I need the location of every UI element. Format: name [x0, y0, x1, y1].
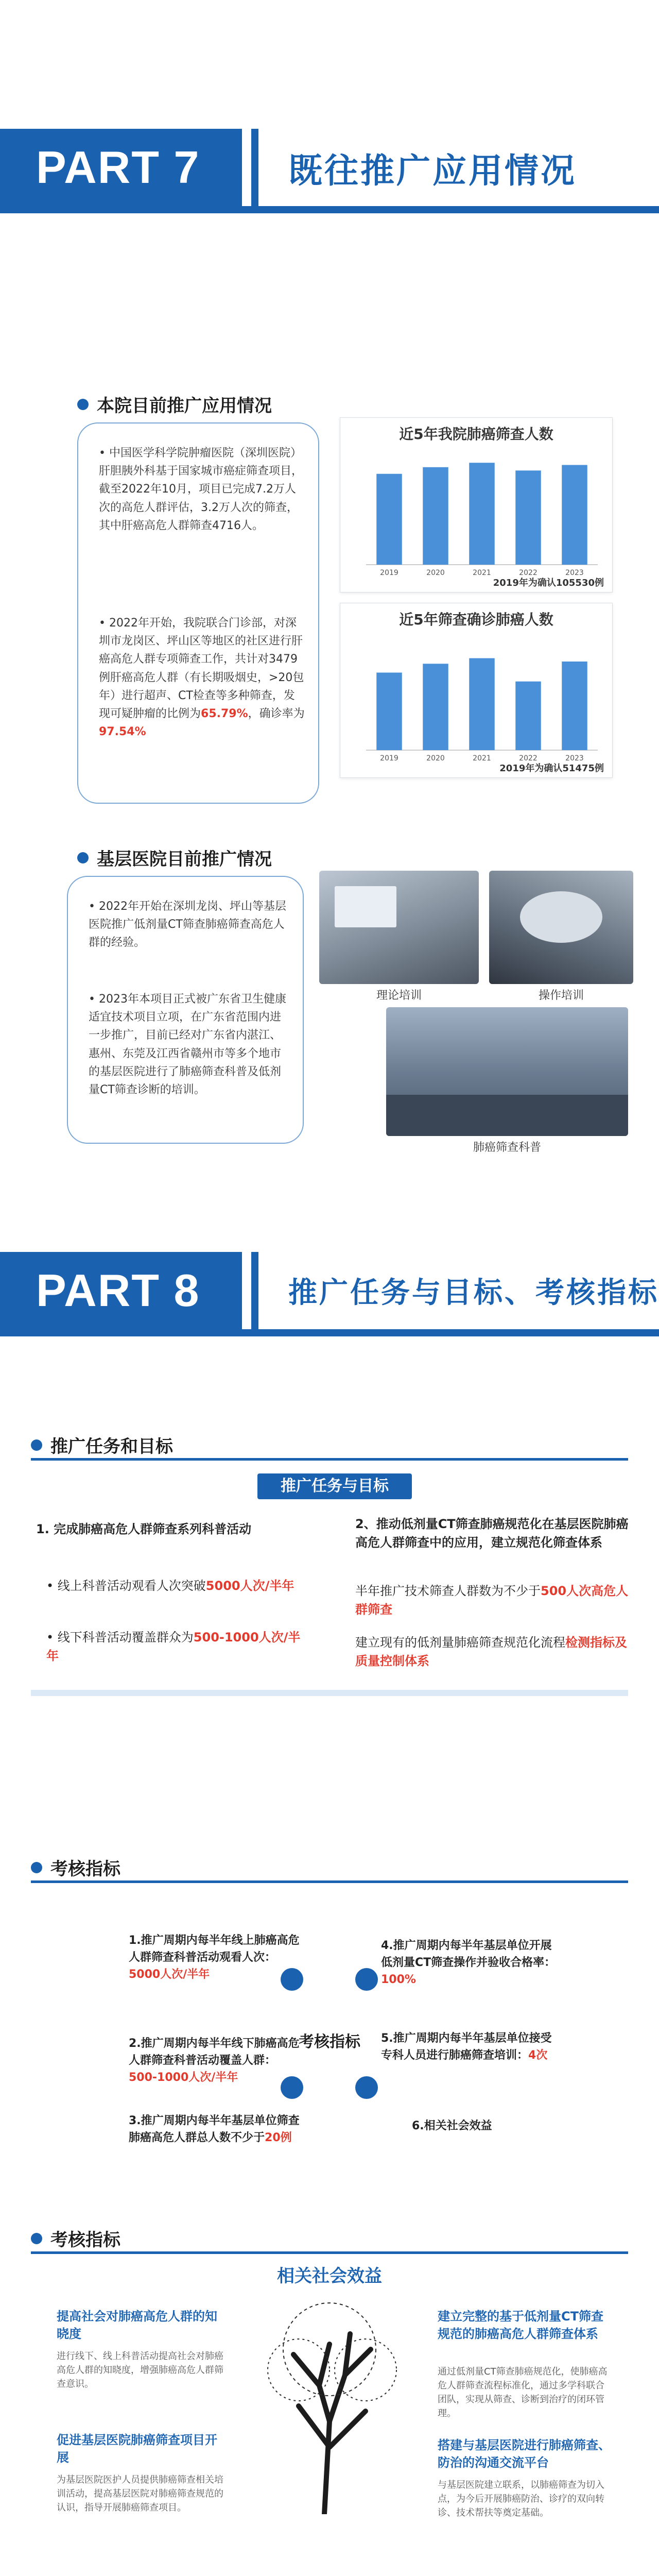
part7-sec1-textbox — [77, 422, 319, 804]
goal-divider — [31, 1690, 628, 1696]
kpi2-text: 2.推广周期内每半年线下肺癌高危人群筛查科普活动覆盖人群： — [129, 2037, 300, 2067]
part7-sec2-para-a — [89, 897, 289, 952]
chart1-bar — [423, 467, 448, 565]
kpi-center-label: 考核指标 — [299, 2033, 360, 2051]
bullet-icon — [77, 852, 89, 863]
part8-banner — [0, 1252, 659, 1329]
part7-sec2-text-a: 2022年开始在深圳龙岗、坪山等基层医院推广低剂量CT筛查肺癌筛查高危人群的经验。 — [89, 900, 286, 950]
kpi1 — [129, 1932, 304, 1983]
chart2-bar — [562, 662, 587, 750]
equipment-shape — [520, 891, 602, 943]
goal2-b-hl: 检测指标及质量控制体系 — [355, 1635, 627, 1668]
part7-strip — [0, 206, 659, 213]
bullet-icon — [31, 2233, 42, 2244]
part7-sec1-heading — [77, 392, 272, 417]
chart2-bar — [515, 682, 541, 750]
chart1-tick-label: 2021 — [473, 569, 491, 577]
kpi-chip-2 — [355, 1968, 378, 1991]
part7-title: 既往推广应用情况 — [288, 150, 577, 191]
benefit1-title: 提高社会对肺癌高危人群的知晓度 — [57, 2309, 217, 2341]
goal1-a: • 线上科普活动观看人次突破5000人次/半年 — [46, 1579, 294, 1593]
part8-sec2-title: 考核指标 — [50, 1859, 120, 1879]
goal2-a-hl: 500人次高危人群筛查 — [355, 1584, 629, 1617]
part8-sec1-heading — [31, 1432, 173, 1458]
kpi5-text: 5.推广周期内每半年基层单位接受专科人员进行肺癌筛查培训： — [381, 2032, 552, 2062]
part7-divider — [251, 129, 258, 206]
training-photo-operation — [489, 871, 633, 984]
screen-shape — [335, 886, 396, 927]
goal1-b-hl: 500-1000人次/半年 — [46, 1630, 301, 1663]
goal1-title: 1. 完成肺癌高危人群筛查系列科普活动 — [36, 1522, 252, 1536]
goal2-a — [355, 1582, 633, 1619]
kpi3-text: 3.推广周期内每半年基层单位筛查肺癌高危人群总人数不少于 — [129, 2114, 300, 2144]
part8-strip — [0, 1329, 659, 1336]
kpi6: 6.相关社会效益 — [412, 2120, 492, 2132]
chart2-tick-label: 2022 — [519, 754, 537, 762]
part7-sec1-text-c: 发现可疑肿瘤的比例为 — [99, 689, 295, 720]
chart2-bar — [423, 664, 448, 750]
chart1-tick-label: 2019 — [380, 569, 398, 577]
chart2-source: 2019年为确认51475例 — [499, 763, 604, 774]
part7-sec1-text-b: 2022年开始，我院联合门诊部，对深圳市龙岗区、坪山区等地区的社区进行肝癌高危人群专项筛查工作，共计对3479例肝癌高危人群（有长期吸烟史，>20包年）进行超声、CT检查等多种筛查， — [99, 617, 304, 702]
part7-sec1-hl1: 65.79% — [201, 707, 248, 720]
goal1-b-text: 线下科普活动覆盖群众为 — [57, 1630, 194, 1645]
goal2-b-text: 建立现有的低剂量肺癌筛查规范化流程 — [355, 1635, 565, 1650]
kpi5 — [381, 2030, 556, 2064]
chart2-bar — [376, 673, 402, 751]
goal1-b: • 线下科普活动覆盖群众为500-1000人次/半年 — [46, 1630, 301, 1663]
kpi2 — [129, 2035, 304, 2086]
part7-sec2-textbox — [67, 876, 304, 1144]
kpi5-hl: 4次 — [528, 2049, 548, 2062]
benefit4-title: 搭建与基层医院进行肺癌筛查、防治的沟通交流平台 — [438, 2438, 611, 2470]
chart2-tick-label: 2023 — [565, 754, 584, 762]
chart1-tick-label: 2023 — [565, 569, 584, 577]
part7-sec2-para-b — [89, 990, 289, 1099]
goal-header: 推广任务与目标 — [257, 1473, 412, 1499]
part7-banner — [0, 129, 659, 206]
bullet-icon: • — [89, 900, 99, 913]
chart1-bar — [469, 463, 495, 565]
part8-sec2-underline — [31, 1880, 628, 1883]
education-photo — [386, 1007, 628, 1136]
part8-sec3-heading — [31, 2226, 120, 2251]
chart1-bar — [515, 470, 541, 565]
bullet-icon — [77, 399, 89, 410]
chart1-card — [340, 417, 613, 592]
kpi4-text: 4.推广周期内每半年基层单位开展低剂量CT筛查操作并验收合格率： — [381, 1939, 556, 1969]
bullet-icon: • — [89, 993, 99, 1006]
chart1-bar — [562, 465, 587, 565]
part8-sec3-title: 考核指标 — [50, 2230, 120, 2250]
benefit1-text: 进行线下、线上科普活动提高社会对肺癌高危人群的知晓度，增强肺癌高危人群筛查意识。 — [57, 2351, 223, 2389]
chart2-card — [340, 603, 613, 778]
part8-sec1-title: 推广任务和目标 — [50, 1436, 173, 1457]
part7-sec1-hl2: 97.54% — [99, 725, 146, 739]
kpi4 — [381, 1937, 556, 1988]
part7-sec2-heading — [77, 845, 272, 870]
photo3-caption: 肺癌筛查科普 — [473, 1141, 541, 1154]
part8-sec3-underline — [31, 2251, 628, 2254]
chart1-svg — [340, 418, 613, 593]
photo1-caption: 理论培训 — [376, 989, 422, 1002]
part7-sec1-title: 本院目前推广应用情况 — [97, 396, 272, 416]
chart2-title: 近5年筛查确诊肺癌人数 — [399, 611, 553, 628]
chart2-svg — [340, 603, 613, 778]
part7-sec1-para-b — [99, 614, 305, 741]
part7-sec2-title: 基层医院目前推广情况 — [97, 849, 272, 870]
goal2-a-text: 半年推广技术筛查人群数为不少于 — [355, 1584, 541, 1598]
audience-shape — [386, 1095, 628, 1136]
bullet-icon: • — [99, 447, 109, 460]
kpi3-hl: 20例 — [265, 2131, 292, 2144]
chart1-title: 近5年我院肺癌筛查人数 — [399, 426, 553, 443]
goal2-title: 2、推动低剂量CT筛查肺癌规范化在基层医院肺癌高危人群筛查中的应用，建立规范化筛查体系 — [355, 1517, 629, 1550]
benefit-header: 相关社会效益 — [277, 2266, 382, 2286]
kpi-chip-1 — [281, 1968, 303, 1991]
goal1-a-text: 线上科普活动观看人次突破 — [57, 1579, 206, 1593]
kpi2-hl: 500-1000人次/半年 — [129, 2071, 238, 2084]
kpi4-hl: 100% — [381, 1973, 416, 1986]
goal2-b — [355, 1633, 633, 1670]
photo2-caption: 操作培训 — [538, 989, 584, 1002]
bullet-icon — [31, 1862, 42, 1873]
chart2-tick-label: 2020 — [426, 754, 445, 762]
tree-illustration — [242, 2293, 417, 2514]
benefit2-text: 为基层医院医护人员提供肺癌筛查相关培训活动，提高基层医院对肺癌筛查规范的认识，指导开展肺癌筛查项目。 — [57, 2475, 223, 2513]
chart1-source: 2019年为确认105530例 — [493, 578, 604, 588]
part8-title: 推广任务与目标、考核指标 — [288, 1276, 659, 1310]
chart1-tick-label: 2020 — [426, 569, 445, 577]
kpi1-text: 1.推广周期内每半年线上肺癌高危人群筛查科普活动观看人次： — [129, 1934, 300, 1964]
part7-sec2-text-b: 2023年本项目正式被广东省卫生健康适宜技术项目立项，在广东省范围内进一步推广，目前已经对广东省内湛江、惠州、东莞及江西省赣州市等多个地市的基层医院进行了肺癌筛查科普及低剂量CT筛查诊断的培训。 — [89, 993, 286, 1096]
part8-sec2-heading — [31, 1855, 120, 1880]
kpi-chip-3 — [281, 2076, 303, 2099]
part8-divider — [251, 1252, 258, 1329]
training-photo-theory — [319, 871, 479, 984]
benefit2-title: 促进基层医院肺癌筛查项目开展 — [57, 2433, 217, 2465]
benefit3-title: 建立完整的基于低剂量CT筛查规范的肺癌高危人群筛查体系 — [438, 2309, 603, 2341]
bullet-icon — [31, 1439, 42, 1451]
kpi1-hl: 5000人次/半年 — [129, 1968, 210, 1981]
part7-sec1-para-a — [99, 444, 305, 535]
kpi3 — [129, 2112, 304, 2146]
benefit3-text: 通过低剂量CT筛查肺癌规范化，使肺癌高危人群筛查流程标准化，通过多学科联合团队，实现从筛查、诊断到治疗的闭环管理。 — [438, 2366, 608, 2419]
part8-tag: PART 8 — [0, 1252, 242, 1329]
chart2-tick-label: 2021 — [473, 754, 491, 762]
part8-sec1-underline — [31, 1458, 628, 1461]
goal1-a-hl: 5000人次/半年 — [205, 1579, 294, 1593]
bullet-icon: • — [99, 617, 109, 630]
chart2-bar — [469, 658, 495, 750]
part7-sec1-text-a: 中国医学科学院肿瘤医院（深圳医院）肝胆胰外科基于国家城市癌症筛查项目，截至2022年10月，项目已完成7.2万人次的高危人群评估，3.2万人次的筛查，其中肝癌高危人群筛查4716人。 — [99, 447, 303, 532]
part7-tag: PART 7 — [0, 129, 242, 206]
part7-sec1-text-d: ，确诊率为 — [248, 707, 305, 720]
chart1-tick-label: 2022 — [519, 569, 537, 577]
benefit4-text: 与基层医院建立联系，以肺癌筛查为切入点，为今后开展肺癌防治、诊疗的双向转诊、技术帮扶等奠定基础。 — [438, 2480, 604, 2518]
chart1-bar — [376, 474, 402, 565]
chart2-tick-label: 2019 — [380, 754, 398, 762]
kpi-chip-4 — [355, 2076, 378, 2099]
